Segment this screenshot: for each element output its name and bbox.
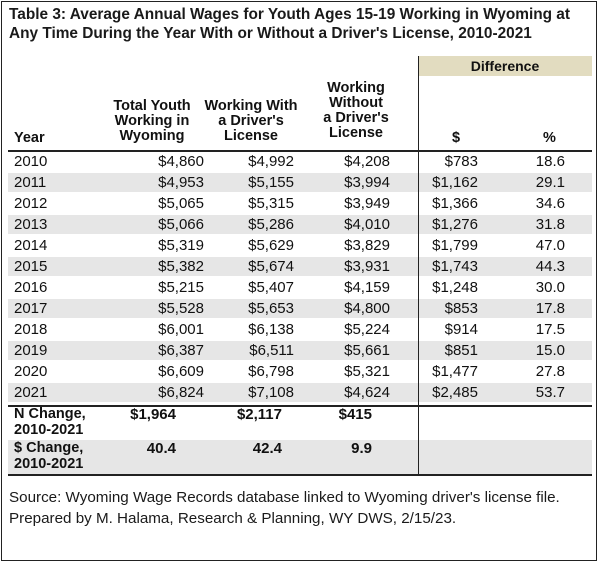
cell-difference-dollar: $1,162	[432, 174, 478, 191]
summary-with-value: $2,117	[236, 406, 282, 423]
header-with-line-2: a Driver's	[218, 113, 284, 129]
cell-with-license: $6,798	[248, 363, 294, 380]
cell-total-youth: $4,953	[158, 174, 204, 191]
cell-year: 2014	[14, 237, 48, 254]
cell-without-license: $4,208	[344, 153, 390, 170]
table-row	[8, 299, 592, 318]
cell-total-youth: $4,860	[158, 153, 204, 170]
cell-difference-percent: 17.5	[535, 321, 565, 338]
cell-with-license: $5,286	[248, 216, 294, 233]
table-row	[8, 278, 592, 297]
cell-difference-dollar: $1,743	[432, 258, 478, 275]
header-with-line-3: License	[224, 128, 278, 144]
cell-with-license: $6,138	[248, 321, 294, 338]
difference-header: Difference	[470, 58, 540, 74]
cell-difference-percent: 17.8	[535, 300, 565, 317]
cell-total-youth: $5,066	[158, 216, 204, 233]
table-row	[8, 362, 592, 381]
cell-difference-percent: 27.8	[535, 363, 565, 380]
cell-with-license: $5,407	[248, 279, 294, 296]
summary-label-line-1: N Change,	[14, 406, 86, 422]
cell-without-license: $4,624	[344, 384, 390, 401]
cell-with-license: $5,674	[248, 258, 294, 275]
cell-difference-dollar: $1,248	[432, 279, 478, 296]
cell-total-youth: $6,387	[158, 342, 204, 359]
cell-year: 2011	[14, 174, 47, 191]
source-line-2: Prepared by M. Halama, Research & Planning, WY DWS, 2/15/23.	[9, 510, 457, 527]
cell-difference-dollar: $1,366	[432, 195, 478, 212]
cell-difference-percent: 29.1	[535, 174, 565, 191]
header-without-license	[310, 81, 402, 141]
cell-difference-percent: 15.0	[535, 342, 565, 359]
cell-year: 2018	[14, 321, 48, 338]
table-bottom-rule	[8, 474, 592, 476]
header-total-line-3: Wyoming	[119, 128, 185, 144]
header-without-line-3: a Driver's	[323, 110, 389, 126]
summary-label-line-1: $ Change,	[14, 440, 84, 456]
summary-label	[14, 440, 83, 472]
table-row	[8, 152, 592, 171]
summary-row-n-change	[8, 406, 418, 440]
cell-difference-dollar: $851	[444, 342, 478, 359]
cell-difference-dollar: $1,477	[432, 363, 478, 380]
cell-without-license: $5,224	[344, 321, 390, 338]
table-title-line-1: Table 3: Average Annual Wages for Youth Ages 15-19 Working in Wyoming at	[9, 6, 570, 23]
cell-difference-dollar: $853	[444, 300, 478, 317]
header-difference-dollar: $	[452, 130, 461, 146]
cell-difference-dollar: $783	[444, 153, 478, 170]
cell-with-license: $5,315	[248, 195, 294, 212]
summary-total-value: 40.4	[146, 440, 176, 457]
cell-difference-percent: 53.7	[535, 384, 565, 401]
summary-label-line-2: 2010-2021	[14, 456, 84, 472]
cell-difference-dollar: $1,799	[432, 237, 478, 254]
header-total-line-1: Total Youth	[113, 98, 191, 114]
cell-without-license: $4,159	[344, 279, 390, 296]
difference-column-divider	[418, 56, 419, 474]
cell-year: 2013	[14, 216, 48, 233]
summary-label-line-2: 2010-2021	[14, 422, 84, 438]
source-note	[9, 487, 560, 529]
cell-year: 2015	[14, 258, 48, 275]
cell-difference-dollar: $914	[444, 321, 478, 338]
summary-without-value: $415	[338, 406, 372, 423]
cell-difference-percent: 31.8	[535, 216, 565, 233]
cell-with-license: $5,155	[248, 174, 294, 191]
cell-difference-dollar: $2,485	[432, 384, 478, 401]
cell-total-youth: $5,528	[158, 300, 204, 317]
table-row	[8, 383, 592, 402]
cell-difference-percent: 30.0	[535, 279, 565, 296]
header-with-license	[202, 99, 300, 144]
table-title-line-2: Any Time During the Year With or Without a Driver's License, 2010-2021	[9, 25, 532, 42]
cell-without-license: $5,321	[344, 363, 390, 380]
cell-difference-percent: 34.6	[535, 195, 565, 212]
cell-with-license: $5,653	[248, 300, 294, 317]
header-difference-percent: %	[543, 130, 556, 146]
cell-total-youth: $5,065	[158, 195, 204, 212]
cell-year: 2020	[14, 363, 48, 380]
table-row	[8, 341, 592, 360]
cell-total-youth: $5,319	[158, 237, 204, 254]
cell-with-license: $5,629	[248, 237, 294, 254]
cell-total-youth: $6,824	[158, 384, 204, 401]
cell-difference-dollar: $1,276	[432, 216, 478, 233]
source-line-1: Source: Wyoming Wage Records database linked to Wyoming driver's license file.	[9, 489, 560, 506]
header-without-line-2: Without	[329, 95, 383, 111]
header-total-youth	[100, 99, 204, 144]
header-without-line-4: License	[329, 125, 383, 141]
cell-with-license: $4,992	[248, 153, 294, 170]
summary-with-value: 42.4	[252, 440, 282, 457]
summary-without-value: 9.9	[351, 440, 372, 457]
table-row	[8, 194, 592, 213]
summary-total-value: $1,964	[130, 406, 176, 423]
header-total-line-2: Working in	[114, 113, 190, 129]
table-row	[8, 257, 592, 276]
cell-without-license: $5,661	[344, 342, 390, 359]
header-year: Year	[14, 130, 45, 146]
cell-year: 2010	[14, 153, 48, 170]
cell-total-youth: $6,609	[158, 363, 204, 380]
cell-year: 2021	[14, 384, 48, 401]
cell-year: 2017	[14, 300, 48, 317]
cell-year: 2016	[14, 279, 48, 296]
header-with-line-1: Working With	[204, 98, 298, 114]
cell-without-license: $3,829	[344, 237, 390, 254]
cell-without-license: $4,800	[344, 300, 390, 317]
cell-difference-percent: 44.3	[535, 258, 565, 275]
summary-row-pct-change	[8, 440, 418, 474]
cell-total-youth: $5,215	[158, 279, 204, 296]
cell-difference-percent: 18.6	[535, 153, 565, 170]
table-row	[8, 215, 592, 234]
summary-label	[14, 406, 86, 438]
table-row	[8, 173, 592, 192]
cell-with-license: $6,511	[249, 342, 294, 359]
cell-total-youth: $5,382	[158, 258, 204, 275]
cell-without-license: $3,931	[344, 258, 390, 275]
cell-with-license: $7,108	[248, 384, 294, 401]
table-title	[9, 5, 594, 43]
cell-year: 2012	[14, 195, 48, 212]
cell-difference-percent: 47.0	[535, 237, 565, 254]
cell-total-youth: $6,001	[158, 321, 204, 338]
table-row	[8, 320, 592, 339]
table-row	[8, 236, 592, 255]
header-without-line-1: Working	[327, 80, 385, 96]
cell-without-license: $4,010	[344, 216, 390, 233]
cell-without-license: $3,994	[344, 174, 390, 191]
cell-without-license: $3,949	[344, 195, 390, 212]
cell-year: 2019	[14, 342, 48, 359]
